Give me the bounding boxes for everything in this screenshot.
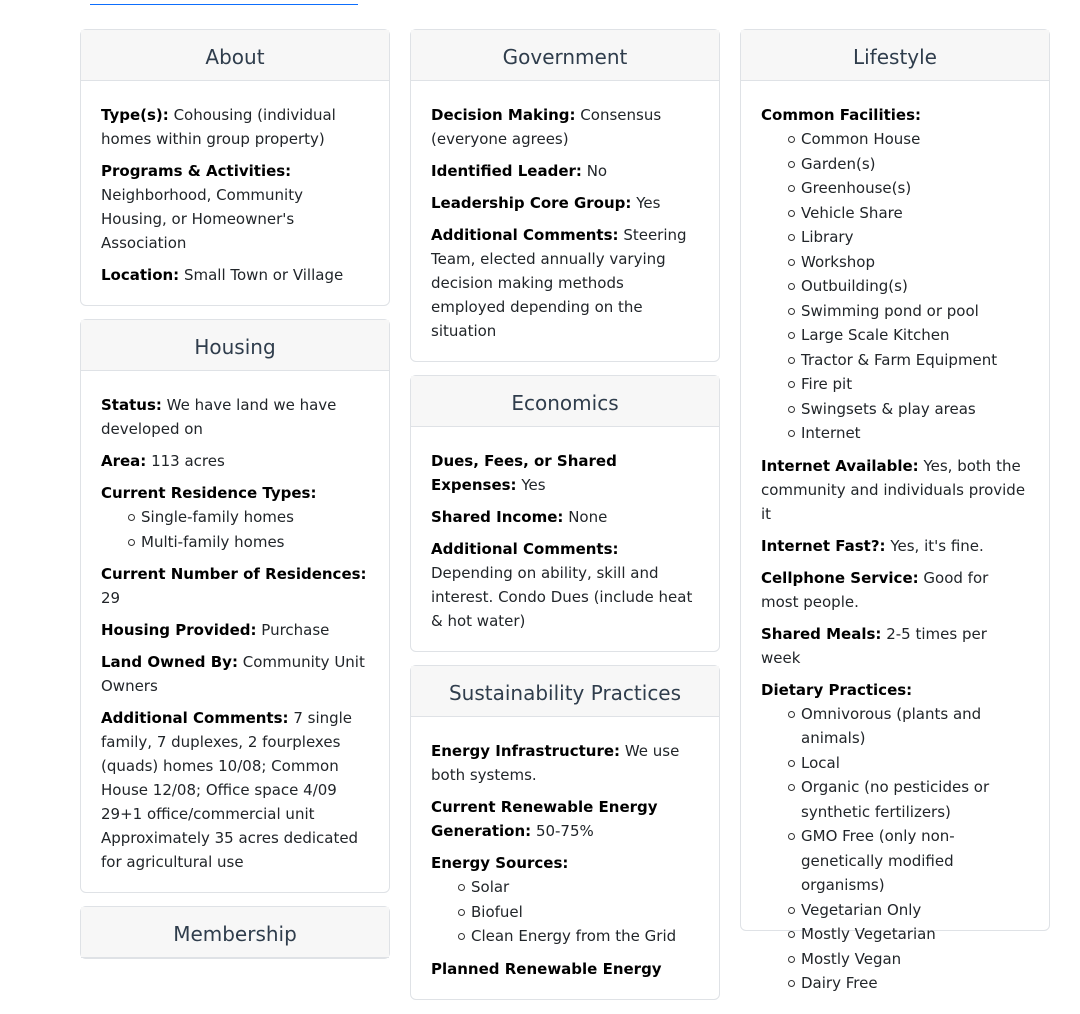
government-card-title: Government [411,30,719,81]
gov-leader [431,159,699,183]
list-item: Swingsets & play areas [801,397,1029,422]
field-label: Additional Comments: [431,540,619,558]
field-label: Current Residence Types: [101,484,317,502]
field-label: Energy Sources: [431,854,569,872]
field-label: Cellphone Service: [761,568,919,587]
field-value: Purchase [261,621,330,639]
housing-card-title: Housing [81,320,389,371]
list-item: Mostly Vegan [801,947,1029,972]
field-value: No [586,162,608,180]
sus-renewable [431,795,699,843]
about-programs [101,159,369,255]
field-value: Yes, it's fine. [890,536,984,555]
field-label: Type(s): [101,106,169,124]
column-left [80,29,390,972]
field-value: None [568,508,608,526]
government-card-body [411,81,719,361]
economics-card-title: Economics [411,376,719,427]
list-item: Garden(s) [801,152,1029,177]
field-value: Small Town or Village [183,266,344,284]
list-item: Solar [471,875,699,900]
field-label: Programs & Activities: [101,162,292,180]
field-label: Dues, Fees, or Shared Expenses: [431,452,617,494]
list-item: Swimming pond or pool [801,299,1029,324]
list-item: Local [801,751,1029,776]
list-item: Tractor & Farm Equipment [801,348,1029,373]
life-meals [761,622,1029,670]
economics-card-body [411,427,719,651]
gov-core-group [431,191,699,215]
list-item: Common House [801,127,1029,152]
field-value: 2-5 times per week [761,624,987,667]
field-label: Status: [101,396,162,414]
field-label: Energy Infrastructure: [431,742,621,760]
sus-planned [431,957,699,981]
top-link-underline[interactable] [90,0,358,5]
housing-status [101,393,369,441]
life-cellphone [761,566,1029,614]
field-label: Housing Provided: [101,621,257,639]
about-location [101,263,369,287]
life-dietary [761,678,1029,996]
membership-card-title: Membership [81,907,389,958]
field-value: Yes [521,476,546,494]
field-label: Leadership Core Group: [431,194,632,212]
sus-sources [431,851,699,949]
life-internet [761,454,1029,526]
field-value: Community Unit Owners [101,653,365,695]
sustainability-card-body [411,717,719,999]
list-item: Omnivorous (plants and animals) [801,702,1029,751]
list-item: Outbuilding(s) [801,274,1029,299]
field-label: Common Facilities: [761,106,921,124]
field-label: Internet Available: [761,456,919,475]
list-item: Multi-family homes [141,530,369,555]
field-value: Depending on ability, skill and interest. Condo Dues (include heat & hot water) [431,564,693,630]
field-value: 29 [101,589,121,607]
gov-comments [431,223,699,343]
housing-card [80,319,390,893]
econ-income [431,505,699,529]
list-item: Vegetarian Only [801,898,1029,923]
government-card [410,29,720,362]
lifestyle-card-title: Lifestyle [741,30,1049,81]
field-label: Location: [101,266,180,284]
list-item: Biofuel [471,900,699,925]
about-card [80,29,390,306]
field-value: Yes [636,194,661,212]
list-item: Clean Energy from the Grid [471,924,699,949]
field-label: Decision Making: [431,106,576,124]
about-card-title: About [81,30,389,81]
housing-num-residences [101,562,369,610]
residence-types-list [101,505,369,554]
about-card-body [81,81,389,305]
list-item: Vehicle Share [801,201,1029,226]
list-item: Fire pit [801,372,1029,397]
list-item: Large Scale Kitchen [801,323,1029,348]
field-label: Additional Comments: [101,709,289,727]
list-item: Organic (no pesticides or synthetic fertilizers) [801,775,1029,824]
econ-dues [431,449,699,497]
field-label: Planned Renewable Energy [431,959,662,978]
field-value: Good for most people. [761,568,989,611]
column-right [740,29,1050,992]
housing-comments [101,706,369,874]
lifestyle-card-body [741,81,1049,1014]
list-item: Greenhouse(s) [801,176,1029,201]
economics-card [410,375,720,652]
field-value: We have land we have developed on [101,396,337,438]
field-label: Dietary Practices: [761,680,913,699]
sustainability-card-title: Sustainability Practices [411,666,719,717]
sustainability-card [410,665,720,1000]
energy-sources-list [431,875,699,949]
field-value: 7 single family, 7 duplexes, 2 fourplexes (quads) homes 10/08; Common House 12/08; Office space 4/09 29+1 office/commercial unit Approximately 35 acres dedicated for agricultural use [101,709,359,871]
field-value: We use both systems. [431,742,680,784]
list-item: Workshop [801,250,1029,275]
field-value: Neighborhood, Community Housing, or Homeowner's Association [101,186,303,252]
field-value: Consensus (everyone agrees) [431,106,662,148]
field-label: Shared Income: [431,508,564,526]
field-value: 113 acres [151,452,225,470]
field-value: 50-75% [535,822,594,840]
field-value: Yes, both the community and individuals provide it [761,456,1026,523]
list-item: Mostly Vegetarian [801,922,1029,947]
field-label: Additional Comments: [431,226,619,244]
membership-card [80,906,390,959]
about-types [101,103,369,151]
lifestyle-card [740,29,1050,992]
housing-card-body [81,371,389,892]
field-label: Current Renewable Energy Generation: [431,798,658,840]
gov-decision [431,103,699,151]
facilities-list [761,127,1029,446]
field-label: Shared Meals: [761,624,882,643]
dietary-list [761,702,1029,996]
housing-land-owned [101,650,369,698]
sus-infrastructure [431,739,699,787]
field-label: Current Number of Residences: [101,565,367,583]
list-item: Internet [801,421,1029,446]
field-value: Steering Team, elected annually varying decision making methods employed depending on the situation [431,226,687,340]
housing-provided [101,618,369,642]
field-label: Identified Leader: [431,162,582,180]
list-item: Dairy Free [801,971,1029,996]
field-value: Cohousing (individual homes within group property) [101,106,336,148]
column-middle [410,29,720,1013]
housing-area [101,449,369,473]
list-item: Single-family homes [141,505,369,530]
list-item: GMO Free (only non-genetically modified organisms) [801,824,1029,898]
econ-comments [431,537,699,633]
life-internet-fast [761,534,1029,558]
list-item: Library [801,225,1029,250]
field-label: Internet Fast?: [761,536,886,555]
housing-residence-types [101,481,369,554]
life-facilities [761,103,1029,446]
field-label: Land Owned By: [101,653,238,671]
field-label: Area: [101,452,147,470]
